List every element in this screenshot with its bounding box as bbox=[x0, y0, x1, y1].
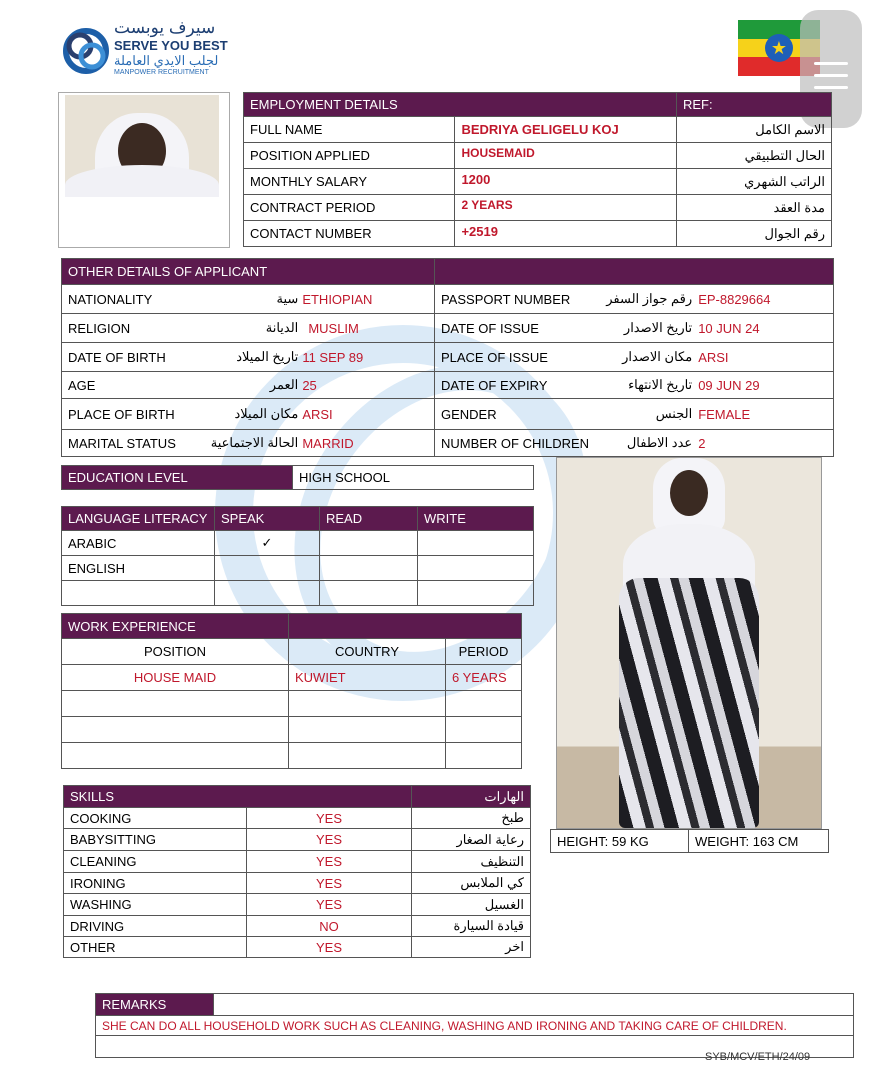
right-arabic: تاريخ الانتهاء bbox=[598, 372, 694, 399]
remarks-header: REMARKS bbox=[96, 994, 214, 1016]
left-arabic: سية bbox=[207, 285, 300, 314]
table-row bbox=[244, 195, 832, 221]
right-arabic: تاريخ الاصدار bbox=[598, 314, 694, 343]
table-row bbox=[62, 430, 834, 457]
skill-name: WASHING bbox=[64, 894, 247, 916]
table-row bbox=[62, 343, 834, 372]
language-table bbox=[61, 506, 534, 606]
period-col: PERIOD bbox=[446, 639, 522, 665]
header-filler bbox=[434, 259, 833, 285]
read-cell bbox=[320, 581, 418, 606]
skills-header-arabic: الهارات bbox=[412, 786, 531, 808]
table-row bbox=[64, 829, 531, 851]
left-arabic: الحالة الاجتماعية bbox=[207, 430, 300, 457]
table-row bbox=[244, 169, 832, 195]
ref-label: REF: bbox=[676, 93, 831, 117]
right-arabic: مكان الاصدار bbox=[598, 343, 694, 372]
read-cell bbox=[320, 531, 418, 556]
work-experience-table bbox=[61, 613, 522, 769]
education-value: HIGH SCHOOL bbox=[293, 466, 534, 490]
left-label: AGE bbox=[62, 372, 207, 399]
row-arabic: الاسم الكامل bbox=[676, 117, 831, 143]
measurements-table bbox=[550, 829, 829, 853]
other-details-header: OTHER DETAILS OF APPLICANT bbox=[62, 259, 435, 285]
row-value: HOUSEMAID bbox=[455, 143, 677, 169]
row-arabic: الراتب الشهري bbox=[676, 169, 831, 195]
left-label: DATE OF BIRTH bbox=[62, 343, 207, 372]
right-label: GENDER bbox=[434, 399, 598, 430]
left-label: RELIGION bbox=[62, 314, 207, 343]
row-value: 1200 bbox=[455, 169, 677, 195]
right-arabic: الجنس bbox=[598, 399, 694, 430]
other-details-table bbox=[61, 258, 834, 457]
employment-table bbox=[243, 92, 832, 247]
skill-value: YES bbox=[247, 851, 412, 873]
skills-table bbox=[63, 785, 531, 958]
skill-name: BABYSITTING bbox=[64, 829, 247, 851]
skill-name: COOKING bbox=[64, 808, 247, 829]
table-row bbox=[62, 665, 522, 691]
row-label: CONTRACT PERIOD bbox=[244, 195, 455, 221]
speak-check-icon: ✓ bbox=[215, 531, 320, 556]
table-row bbox=[62, 556, 534, 581]
skill-name: DRIVING bbox=[64, 916, 247, 937]
brand-sub: MANPOWER RECRUITMENT bbox=[114, 69, 209, 76]
table-row bbox=[62, 372, 834, 399]
employment-header: EMPLOYMENT DETAILS bbox=[244, 93, 677, 117]
table-row bbox=[244, 117, 832, 143]
skill-value: YES bbox=[247, 808, 412, 829]
row-value: BEDRIYA GELIGELU KOJ bbox=[455, 117, 677, 143]
work-country bbox=[289, 691, 446, 717]
write-cell bbox=[418, 581, 534, 606]
skill-value: YES bbox=[247, 894, 412, 916]
remarks-table bbox=[95, 993, 854, 1058]
ethiopia-flag-icon: ★ bbox=[738, 20, 820, 76]
work-position bbox=[62, 691, 289, 717]
left-value: ETHIOPIAN bbox=[300, 285, 434, 314]
read-cell bbox=[320, 556, 418, 581]
skill-value: NO bbox=[247, 916, 412, 937]
table-row bbox=[62, 314, 834, 343]
education-label: EDUCATION LEVEL bbox=[62, 466, 293, 490]
table-row bbox=[62, 743, 522, 769]
work-period bbox=[446, 743, 522, 769]
knot-logo-icon bbox=[60, 22, 112, 80]
work-country bbox=[289, 717, 446, 743]
applicant-portrait bbox=[58, 92, 230, 248]
write-cell bbox=[418, 531, 534, 556]
work-header-filler bbox=[289, 614, 522, 639]
table-row bbox=[64, 894, 531, 916]
write-col: WRITE bbox=[418, 507, 534, 531]
table-row bbox=[244, 143, 832, 169]
row-value: +2519 bbox=[455, 221, 677, 247]
language-name bbox=[62, 581, 215, 606]
skill-arabic: الغسيل bbox=[412, 894, 531, 916]
brand-arabic-sub: لجلب الايدي العاملة bbox=[114, 53, 219, 68]
right-label: PASSPORT NUMBER bbox=[434, 285, 598, 314]
right-label: PLACE OF ISSUE bbox=[434, 343, 598, 372]
right-label: NUMBER OF CHILDREN bbox=[434, 430, 598, 457]
skill-value: YES bbox=[247, 829, 412, 851]
skill-value: YES bbox=[247, 937, 412, 958]
work-period bbox=[446, 691, 522, 717]
education-table bbox=[61, 465, 534, 490]
skill-arabic: كي الملابس bbox=[412, 873, 531, 894]
footer-code: SYB/MCV/ETH/24/09 bbox=[705, 1051, 811, 1063]
brand-arabic-name: سيرف يوبست bbox=[114, 18, 216, 37]
table-row bbox=[64, 916, 531, 937]
remarks-filler bbox=[214, 994, 854, 1016]
row-label: FULL NAME bbox=[244, 117, 455, 143]
speak-cell bbox=[215, 581, 320, 606]
table-row bbox=[62, 717, 522, 743]
table-row bbox=[64, 873, 531, 894]
row-arabic: رقم الجوال bbox=[676, 221, 831, 247]
skill-name: OTHER bbox=[64, 937, 247, 958]
skill-value: YES bbox=[247, 873, 412, 894]
right-value: FEMALE bbox=[694, 399, 833, 430]
work-position bbox=[62, 717, 289, 743]
left-value: MARRID bbox=[300, 430, 434, 457]
brand-name: SERVE YOU BEST bbox=[114, 38, 228, 53]
write-cell bbox=[418, 556, 534, 581]
read-col: READ bbox=[320, 507, 418, 531]
right-value: 2 bbox=[694, 430, 833, 457]
country-col: COUNTRY bbox=[289, 639, 446, 665]
table-row bbox=[62, 691, 522, 717]
remarks-text: SHE CAN DO ALL HOUSEHOLD WORK SUCH AS CLEANING, WASHING AND IRONING AND TAKING CARE OF CHILDREN. bbox=[96, 1016, 854, 1036]
left-label: NATIONALITY bbox=[62, 285, 207, 314]
left-value: MUSLIM bbox=[300, 314, 434, 343]
work-header: WORK EXPERIENCE bbox=[62, 614, 289, 639]
table-row bbox=[62, 285, 834, 314]
row-arabic: مدة العقد bbox=[676, 195, 831, 221]
weight-value: WEIGHT: 163 CM bbox=[689, 830, 829, 853]
row-label: CONTACT NUMBER bbox=[244, 221, 455, 247]
work-position bbox=[62, 743, 289, 769]
row-label: POSITION APPLIED bbox=[244, 143, 455, 169]
left-arabic: تاريخ الميلاد bbox=[207, 343, 300, 372]
left-value: 25 bbox=[300, 372, 434, 399]
work-period: 6 YEARS bbox=[446, 665, 522, 691]
left-arabic: مكان الميلاد bbox=[207, 399, 300, 430]
right-arabic: عدد الاطفال bbox=[598, 430, 694, 457]
left-arabic: الديانة bbox=[207, 314, 300, 343]
speak-col: SPEAK bbox=[215, 507, 320, 531]
table-row bbox=[244, 221, 832, 247]
skill-arabic: قيادة السيارة bbox=[412, 916, 531, 937]
skill-name: IRONING bbox=[64, 873, 247, 894]
applicant-full-photo bbox=[556, 457, 822, 829]
skill-arabic: التنظيف bbox=[412, 851, 531, 873]
work-period bbox=[446, 717, 522, 743]
table-row bbox=[62, 581, 534, 606]
left-value: ARSI bbox=[300, 399, 434, 430]
skill-name: CLEANING bbox=[64, 851, 247, 873]
left-label: MARITAL STATUS bbox=[62, 430, 207, 457]
height-value: HEIGHT: 59 KG bbox=[551, 830, 689, 853]
language-name: ARABIC bbox=[62, 531, 215, 556]
table-row bbox=[64, 937, 531, 958]
row-label: MONTHLY SALARY bbox=[244, 169, 455, 195]
right-value: ARSI bbox=[694, 343, 833, 372]
right-arabic: رقم جواز السفر bbox=[598, 285, 694, 314]
left-label: PLACE OF BIRTH bbox=[62, 399, 207, 430]
table-row bbox=[64, 808, 531, 829]
left-arabic: العمر bbox=[207, 372, 300, 399]
right-value: 09 JUN 29 bbox=[694, 372, 833, 399]
work-position: HOUSE MAID bbox=[62, 665, 289, 691]
work-country: KUWIET bbox=[289, 665, 446, 691]
table-row bbox=[64, 851, 531, 873]
skill-arabic: طبخ bbox=[412, 808, 531, 829]
right-label: DATE OF ISSUE bbox=[434, 314, 598, 343]
table-row bbox=[62, 531, 534, 556]
right-value: 10 JUN 24 bbox=[694, 314, 833, 343]
row-value: 2 YEARS bbox=[455, 195, 677, 221]
language-name: ENGLISH bbox=[62, 556, 215, 581]
speak-cell bbox=[215, 556, 320, 581]
right-value: EP-8829664 bbox=[694, 285, 833, 314]
right-label: DATE OF EXPIRY bbox=[434, 372, 598, 399]
work-country bbox=[289, 743, 446, 769]
skills-header: SKILLS bbox=[64, 786, 412, 808]
language-col: LANGUAGE LITERACY bbox=[62, 507, 215, 531]
skill-arabic: اخر bbox=[412, 937, 531, 958]
position-col: POSITION bbox=[62, 639, 289, 665]
row-arabic: الحال التطبيقي bbox=[676, 143, 831, 169]
skill-arabic: رعاية الصغار bbox=[412, 829, 531, 851]
table-row bbox=[62, 399, 834, 430]
left-value: 11 SEP 89 bbox=[300, 343, 434, 372]
